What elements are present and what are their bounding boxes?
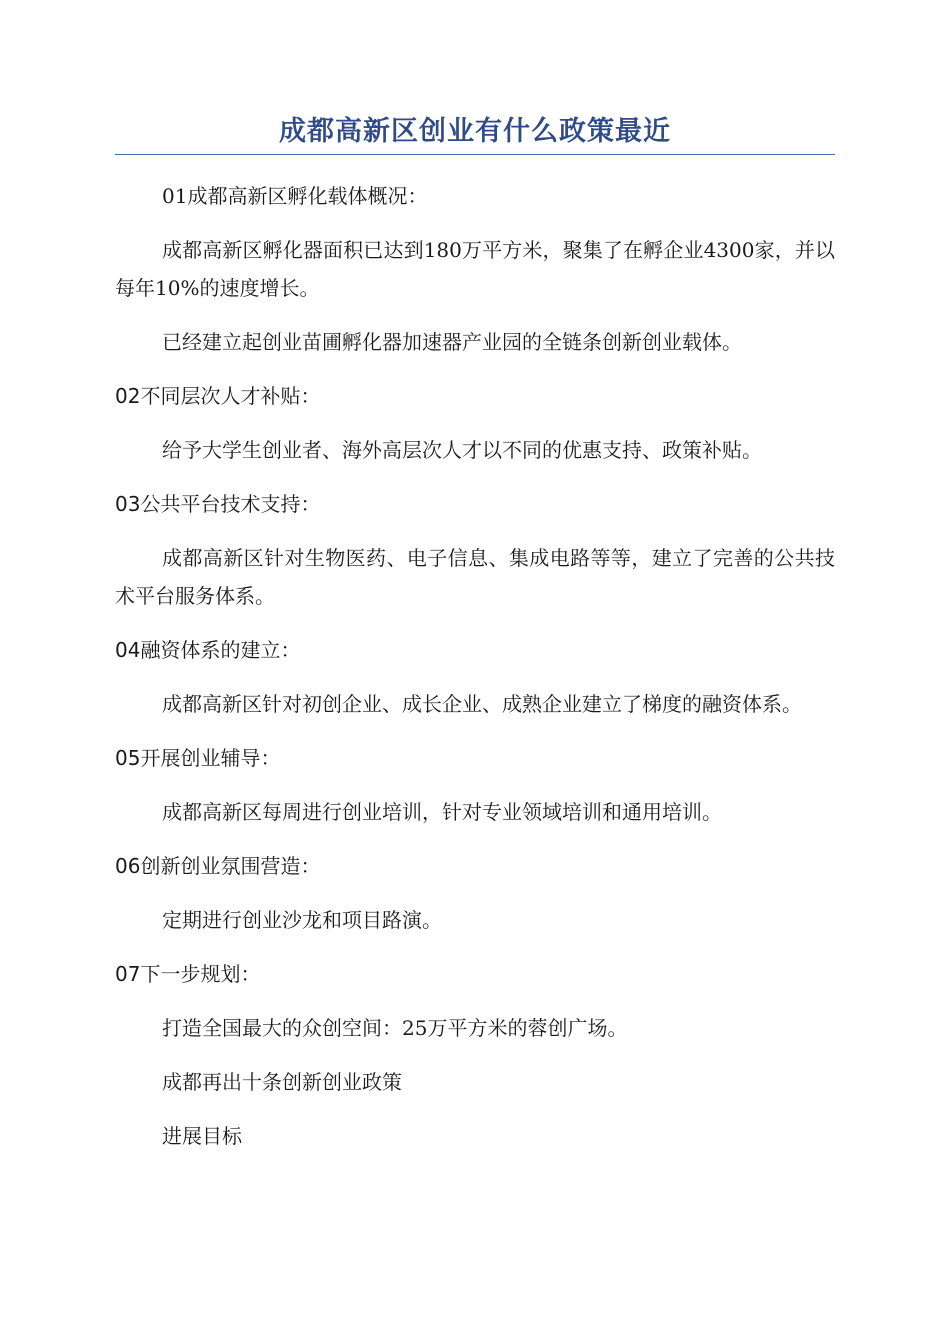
paragraph: 成都高新区孵化器面积已达到180万平方米，聚集了在孵企业4300家，并以每年10%的速度增长。 [115, 238, 835, 300]
section-heading-05 [115, 739, 835, 777]
paragraph: 成都高新区针对初创企业、成长企业、成熟企业建立了梯度的融资体系。 [162, 692, 802, 716]
paragraph: 打造全国最大的众创空间：25万平方米的蓉创广场。 [162, 1016, 628, 1040]
paragraph: 成都高新区每周进行创业培训，针对专业领域培训和通用培训。 [162, 800, 722, 824]
paragraph: 已经建立起创业苗圃孵化器加速器产业园的全链条创新创业载体。 [162, 330, 742, 354]
section-heading-06 [115, 847, 835, 885]
paragraph: 进展目标 [162, 1124, 242, 1148]
section-heading-04 [115, 631, 835, 669]
section-number: 02 [115, 384, 141, 408]
section-label: 下一步规划： [140, 962, 261, 986]
document-body [115, 177, 835, 1155]
section-number: 07 [115, 962, 141, 986]
document-page [115, 112, 835, 1171]
section-label: 成都高新区孵化载体概况： [187, 184, 428, 208]
section-number: 01 [162, 184, 188, 208]
section-heading-07 [115, 955, 835, 993]
section-number: 06 [115, 854, 141, 878]
paragraph: 给予大学生创业者、海外高层次人才以不同的优惠支持、政策补贴。 [162, 438, 762, 462]
section-number: 04 [115, 638, 141, 662]
paragraph: 成都再出十条创新创业政策 [162, 1070, 402, 1094]
document-title: 成都高新区创业有什么政策最近 [115, 112, 835, 155]
section-label: 公共平台技术支持： [140, 492, 321, 516]
section-heading-02 [115, 377, 835, 415]
section-heading-03 [115, 485, 835, 523]
section-label: 开展创业辅导： [140, 746, 281, 770]
paragraph: 定期进行创业沙龙和项目路演。 [162, 908, 442, 932]
section-heading-01 [115, 177, 835, 215]
section-label: 融资体系的建立： [140, 638, 301, 662]
section-number: 05 [115, 746, 141, 770]
paragraph: 成都高新区针对生物医药、电子信息、集成电路等等，建立了完善的公共技术平台服务体系。 [115, 546, 835, 608]
section-label: 不同层次人才补贴： [140, 384, 321, 408]
section-label: 创新创业氛围营造： [140, 854, 321, 878]
section-number: 03 [115, 492, 141, 516]
